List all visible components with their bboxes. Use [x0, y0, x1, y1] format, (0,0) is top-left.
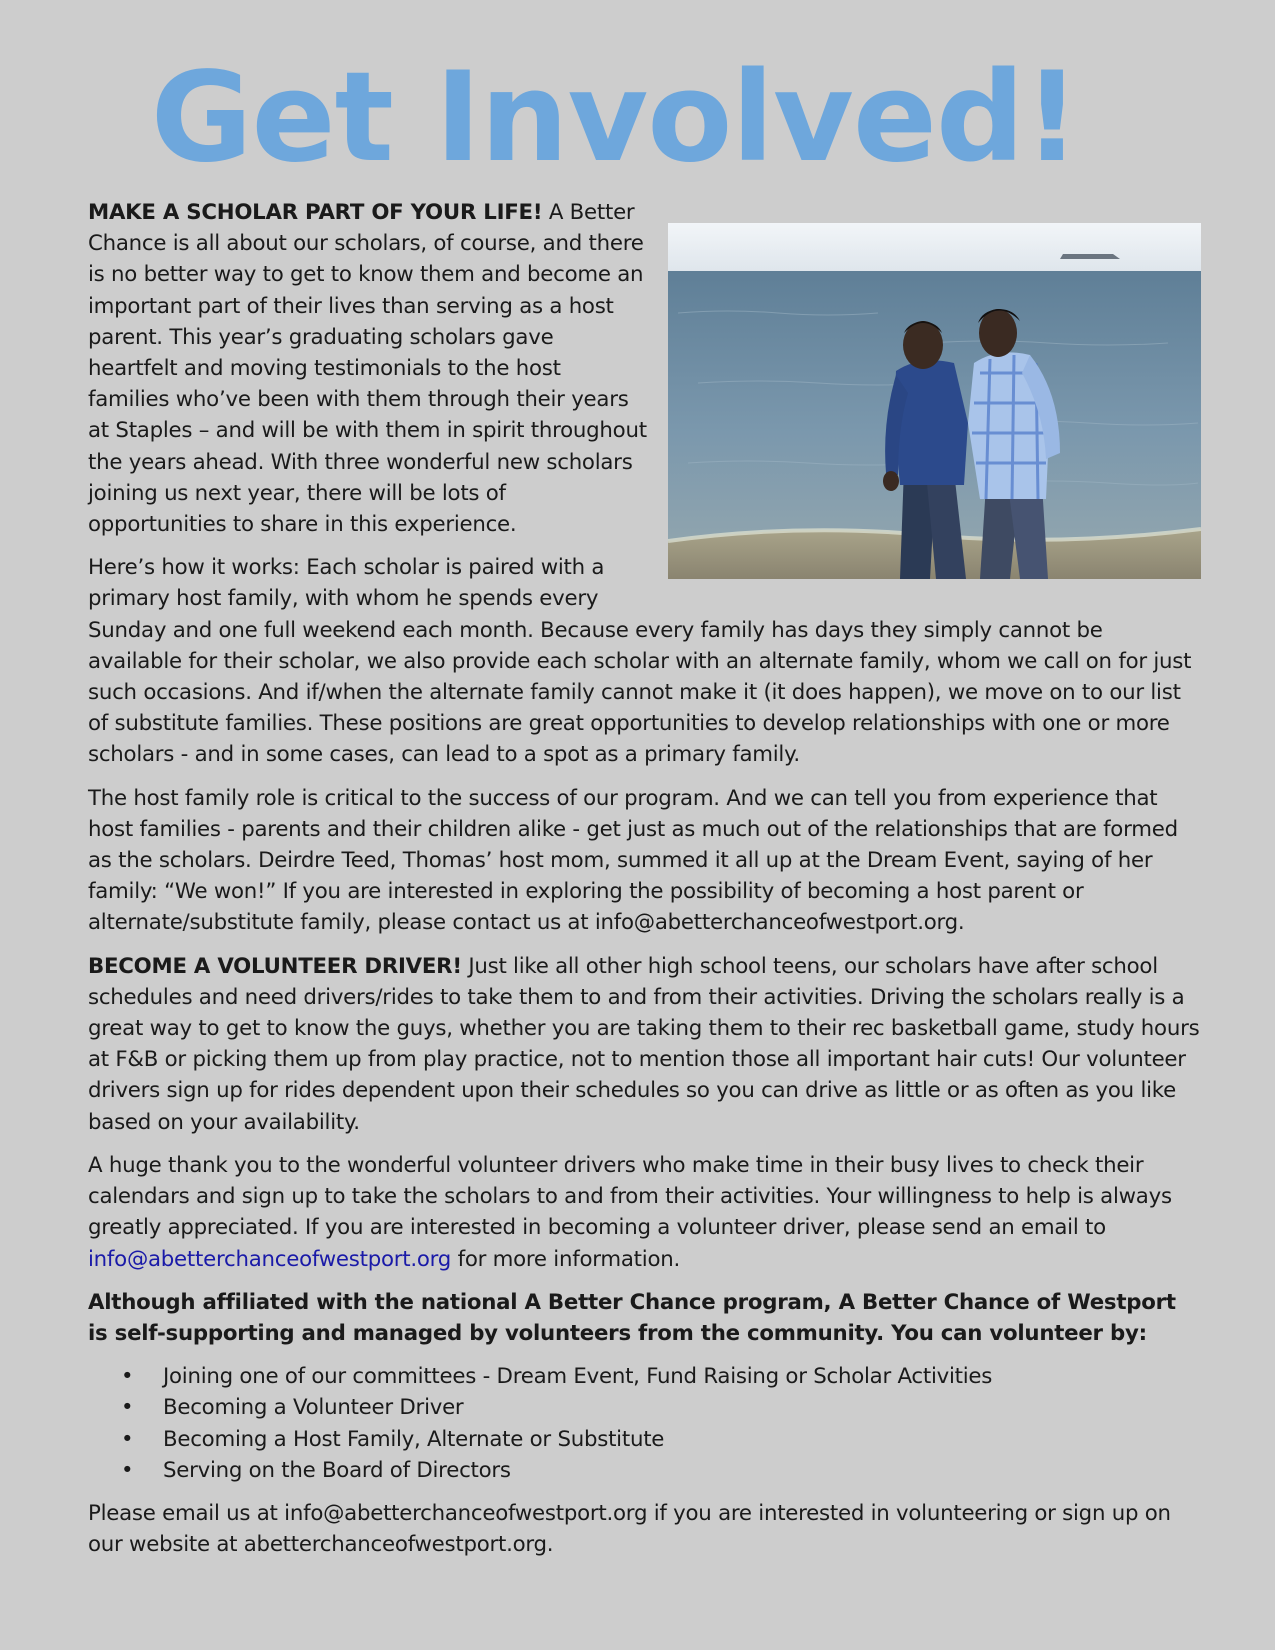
host-intro-text: A Better Chance is all about our scholars, of course, and there is no better way to get to know them and become an important part of their lives than serving as a host parent. This year’s graduating scholars gave heartfelt and moving testimonials to the host families who’ve been with them through their years at Staples – and will be with them in spirit throughout the years ahead. With three wonderful new scholars joining us next year, there will be lots of opportunities to share in this experience.	[88, 200, 647, 538]
list-item	[88, 1455, 1201, 1486]
driver-thanks-paragraph	[88, 1150, 1201, 1275]
closing-paragraph: Please email us at info@abetterchanceofwestport.org if you are interested in volunteering or sign up on our website at abetterchanceofwestport.org.	[88, 1500, 1171, 1558]
list-item	[88, 1361, 1201, 1392]
distant-ship	[1060, 254, 1120, 259]
list-item	[88, 1424, 1201, 1455]
email-link[interactable]: info@abetterchanceofwestport.org	[88, 1246, 452, 1272]
driver-thanks-text: A huge thank you to the wonderful volunteer drivers who make time in their busy lives to check their calendars and sign up to take the scholars to and from their activities. Your willingness to help is always greatly appreciated. If you are interested in becoming a volunteer driver, please send an email to	[88, 1152, 1172, 1241]
driver-lead: BECOME A VOLUNTEER DRIVER!	[88, 953, 462, 979]
flyer-content	[88, 197, 1201, 1572]
bullet-icon: •	[121, 1457, 134, 1483]
bullet-icon: •	[121, 1395, 134, 1421]
beach-photo	[668, 223, 1201, 579]
list-item-text: Becoming a Host Family, Alternate or Substitute	[163, 1426, 665, 1452]
list-item-text: Becoming a Volunteer Driver	[163, 1395, 464, 1421]
driver-thanks-end: for more information.	[451, 1246, 680, 1272]
volunteer-list	[88, 1361, 1201, 1486]
bullet-icon: •	[121, 1426, 134, 1452]
list-item	[88, 1392, 1201, 1423]
beach-photo-illustration	[668, 223, 1201, 579]
host-paragraph-role: The host family role is critical to the success of our program. And we can tell you from experience that host families - parents and their children alike - get just as much out of the relationships that are formed as the scholars. Deirdre Teed, Thomas’ host mom, summed it all up at the Dream Event, saying of her family: “We won!” If you are interested in exploring the possibility of becoming a host parent or alternate/substitute family, please contact us at info@abetterchanceofwestport.org.	[88, 785, 1178, 936]
sky	[668, 223, 1201, 271]
host-paragraph-how-it-works: Here’s how it works: Each scholar is paired with a primary host family, with whom he spends every Sunday and one full weekend each month. Because every family has days they simply cannot be available for their scholar, we also provide each scholar with an alternate family, whom we call on for just such occasions. And if/when the alternate family cannot make it (it does happen), we move on to our list of substitute families. These positions are great opportunities to develop relationships with one or more scholars - and in some cases, can lead to a spot as a primary family.	[88, 555, 1192, 768]
bullet-icon: •	[121, 1364, 134, 1390]
list-item-text: Joining one of our committees - Dream Event, Fund Raising or Scholar Activities	[163, 1364, 993, 1390]
list-item-text: Serving on the Board of Directors	[163, 1457, 511, 1483]
volunteer-statement: Although affiliated with the national A Better Chance program, A Better Chance of Westport is self-supporting and managed by volunteers from the community. You can volunteer by:	[88, 1289, 1176, 1346]
driver-paragraph	[88, 951, 1201, 1138]
driver-text: Just like all other high school teens, our scholars have after school schedules and need drivers/rides to take them to and from their activities. Driving the scholars really is a great way to get to know the guys, whether you are taking them to their rec basketball game, study hours at F&B or picking them up from play practice, not to mention those all important hair cuts! Our volunteer drivers sign up for rides dependent upon their schedules so you can drive as little or as often as you like based on your availability.	[88, 953, 1200, 1135]
page-title: Get Involved!	[150, 46, 1080, 190]
host-lead: MAKE A SCHOLAR PART OF YOUR LIFE!	[88, 200, 543, 225]
